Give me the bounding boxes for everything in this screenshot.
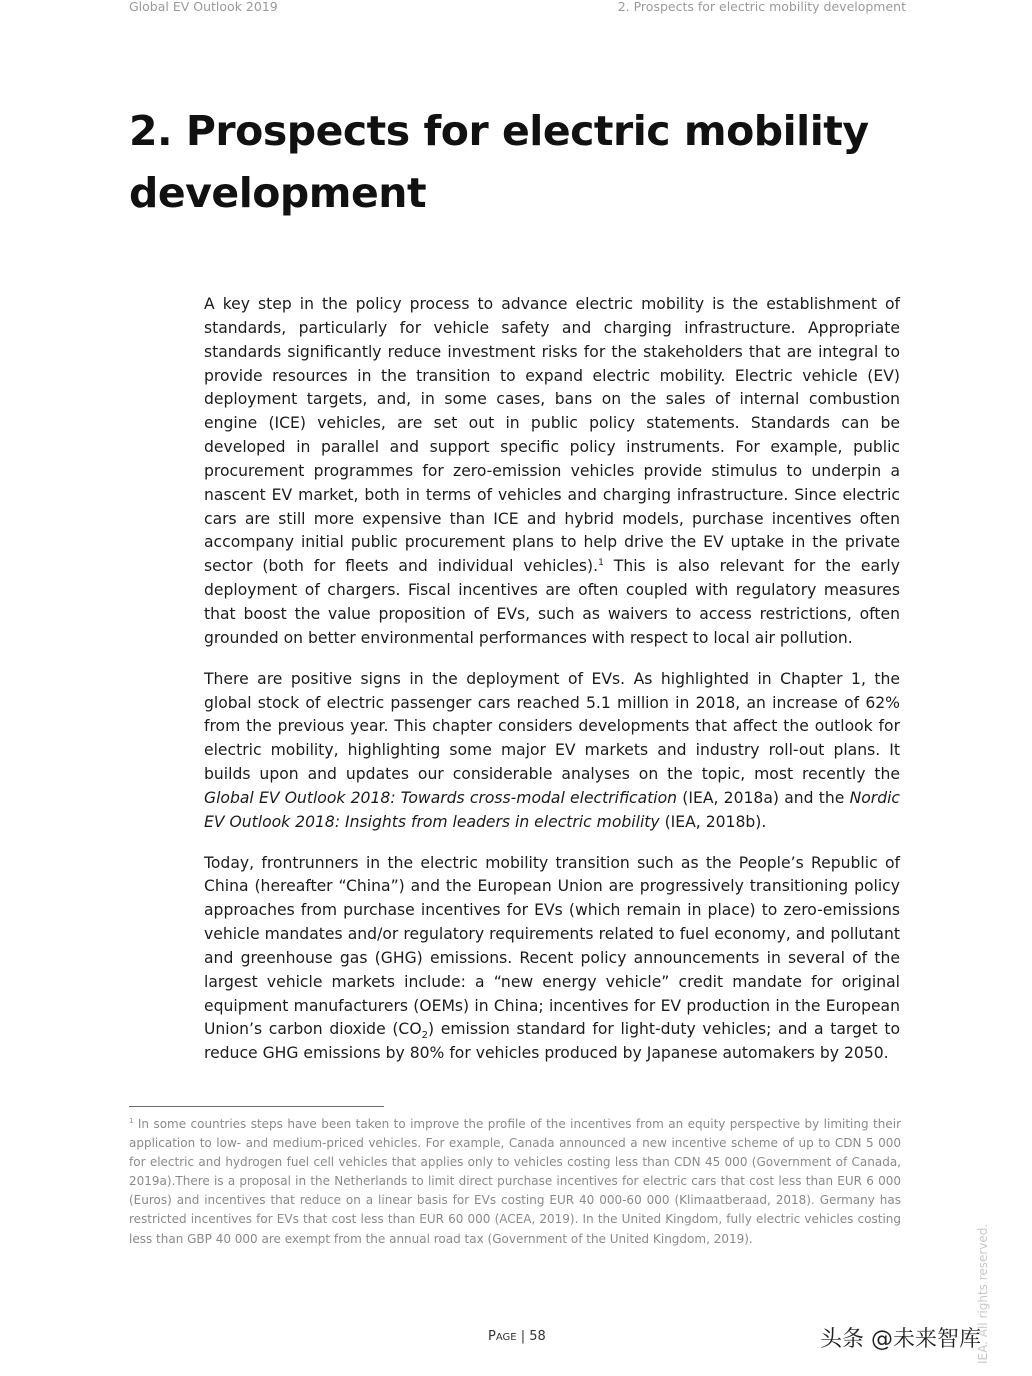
source-watermark: 头条 @未来智库 <box>820 1327 981 1352</box>
page-number-value: 58 <box>529 1329 546 1344</box>
running-header <box>129 0 906 16</box>
paragraph-3-text-b: ) emission standard for light-duty vehicles; and a target to reduce GHG emissions by 80% for vehicles produced by Japanese automakers by 2050. <box>204 1020 900 1063</box>
paragraph-1-text-a: A key step in the policy process to advance electric mobility is the establishment of standards, particularly for vehicle safety and charging infrastructure. Appropriate standards significantly reduce investment risks for the stakeholders that are integral to provide resources in the transition to expand electric mobility. Electric vehicle (EV) deployment targets, and, in some cases, bans on the sales of internal combustion engine (ICE) vehicles, are set out in public policy statements. Standards can be developed in parallel and support specific policy instruments. For example, public procurement programmes for zero-emission vehicles provide stimulus to underpin a nascent EV market, both in terms of vehicles and charging infrastructure. Since electric cars are still more expensive than ICE and hybrid models, purchase incentives often accompany initial public procurement plans to help drive the EV uptake in the private sector (both for fleets and individual vehicles). <box>204 295 900 576</box>
paragraph-1 <box>204 293 900 651</box>
chapter-title-line1: 2. Prospects for electric mobility <box>129 107 869 155</box>
co2-subscript: 2 <box>421 1030 428 1042</box>
footnote-divider <box>129 1106 384 1107</box>
paragraph-2-text-c: (IEA, 2018b). <box>659 812 767 831</box>
footnote-reference-1[interactable]: 1 <box>598 558 604 569</box>
footnote-1 <box>129 1115 901 1249</box>
body-text <box>204 293 900 1083</box>
citation-nordic-ev-outlook-2018: Nordic EV Outlook 2018: Insights from leaders in electric mobility <box>204 788 900 831</box>
header-publication-title: Global EV Outlook 2019 <box>129 0 278 14</box>
page-label-cap: P <box>488 1329 496 1344</box>
paragraph-3 <box>204 852 900 1067</box>
citation-global-ev-outlook-2018: Global EV Outlook 2018: Towards cross-modal electrification <box>204 788 678 807</box>
page-separator: | <box>516 1329 530 1344</box>
page-number <box>488 1329 546 1344</box>
footnote-text: In some countries steps have been taken to improve the profile of the incentives from an equity perspective by limiting their application to low- and medium-priced vehicles. For example, Canada announced a new incentive scheme of up to CDN 5 000 for electric and hydrogen fuel cell vehicles that applies only to vehicles costing less than CDN 45 000 (Government of Canada, 2019a).There is a proposal in the Netherlands to limit direct purchase incentives for electric cars that cost less than EUR 6 000 (Euros) and incentives that reduce on a linear basis for EVs costing EUR 40 000-60 000 (Klimaatberaad, 2018). Germany has restricted incentives for EVs that cost less than EUR 60 000 (ACEA, 2019). In the United Kingdom, fully electric vehicles costing less than GBP 40 000 are exempt from the annual road tax (Government of the United Kingdom, 2019). <box>129 1117 901 1246</box>
paragraph-2-text-a: There are positive signs in the deployment of EVs. As highlighted in Chapter 1, the global stock of electric passenger cars reached 5.1 million in 2018, an increase of 62% from the previous year. This chapter considers developments that affect the outlook for electric mobility, highlighting some major EV markets and industry roll-out plans. It builds upon and updates our considerable analyses on the topic, most recently the <box>204 669 900 784</box>
chapter-title <box>129 100 909 224</box>
paragraph-3-text-a: Today, frontrunners in the electric mobility transition such as the People’s Republic of China (hereafter “China”) and the European Union are progressively transitioning policy approaches from purchase incentives for EVs (which remain in place) to zero-emissions vehicle mandates and/or regulatory requirements related to fuel economy, and pollutant and greenhouse gas (GHG) emissions. Recent policy announcements in several of the largest vehicle markets include: a “new energy vehicle” credit mandate for original equipment manufacturers (OEMs) in China; incentives for EV production in the European Union’s carbon dioxide (CO <box>204 853 900 1039</box>
page-label-rest: AGE <box>495 1332 517 1343</box>
footnote-mark: 1 <box>129 1117 134 1125</box>
paragraph-1-text-b: This is also relevant for the early deployment of chargers. Fiscal incentives are often coupled with regulatory measures that boost the value proposition of EVs, such as waivers to access restrictions, often grounded on better environmental performances with respect to local air pollution. <box>204 557 900 647</box>
header-chapter-title: 2. Prospects for electric mobility development <box>617 0 906 14</box>
paragraph-2-text-b: (IEA, 2018a) and the <box>677 788 850 807</box>
rights-reserved-mark: IEA. All rights reserved. <box>976 1223 990 1364</box>
chapter-title-line2: development <box>129 169 427 217</box>
paragraph-2 <box>204 668 900 835</box>
